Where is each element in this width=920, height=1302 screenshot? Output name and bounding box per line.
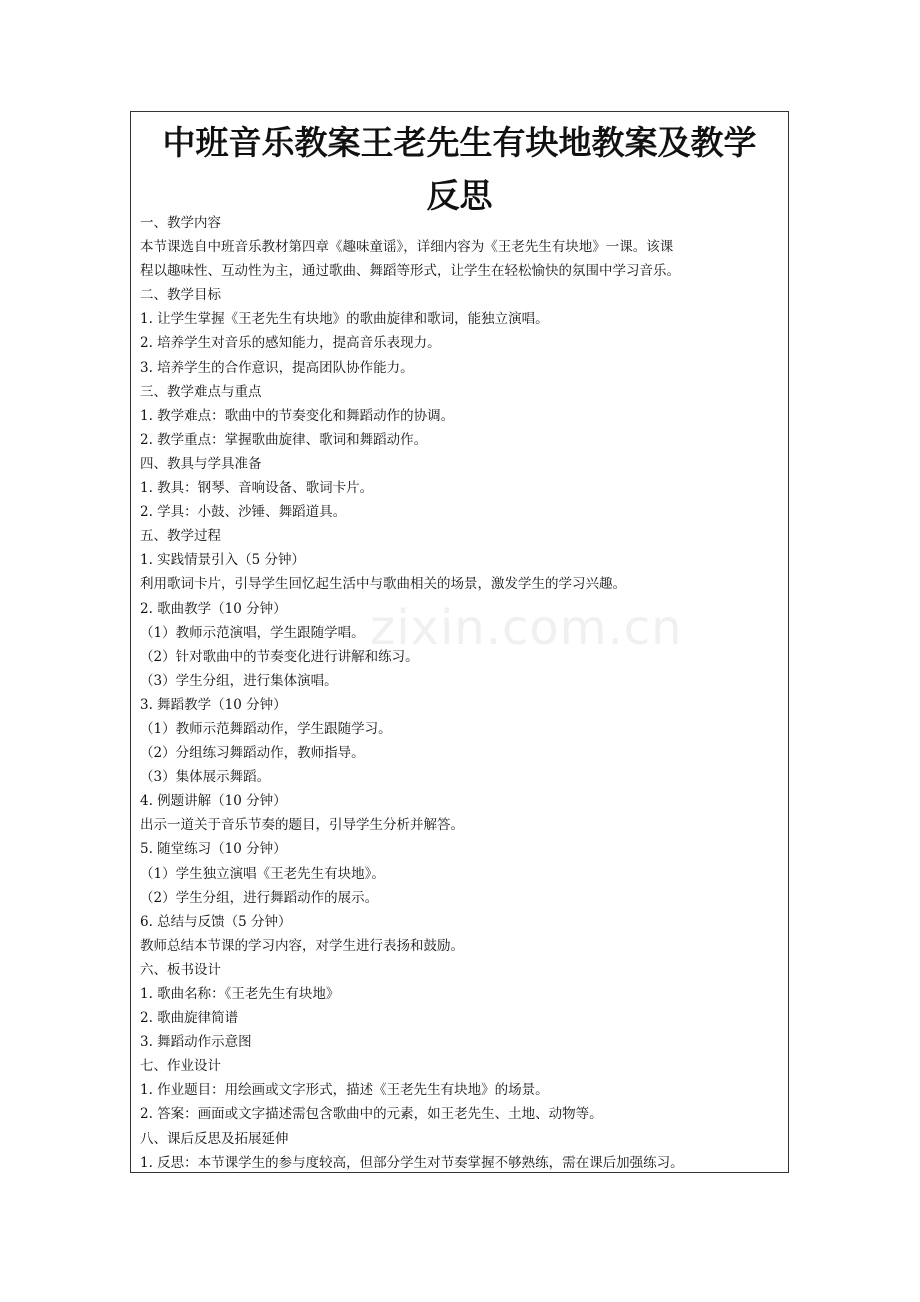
text-line: 六、板书设计 <box>140 961 221 978</box>
text-line: （2）学生分组，进行舞蹈动作的展示。 <box>140 889 379 906</box>
text-line: 2. 歌曲旋律简谱 <box>140 1010 239 1027</box>
text-line: 利用歌词卡片，引导学生回忆起生活中与歌曲相关的场景，激发学生的学习兴趣。 <box>140 576 626 593</box>
text-line: 2. 学具：小鼓、沙锤、舞蹈道具。 <box>140 504 347 521</box>
text-line: 三、教学难点与重点 <box>140 383 262 400</box>
document-title <box>131 116 788 222</box>
text-line: （3）集体展示舞蹈。 <box>140 769 271 786</box>
text-line: 2. 培养学生对音乐的感知能力，提高音乐表现力。 <box>140 335 441 352</box>
text-line: 6. 总结与反馈（5 分钟） <box>140 913 292 930</box>
text-line: 七、作业设计 <box>140 1058 221 1075</box>
text-line: 3. 培养学生的合作意识，提高团队协作能力。 <box>140 359 414 376</box>
text-line: （2）针对歌曲中的节奏变化进行讲解和练习。 <box>140 648 419 665</box>
text-line: 1. 教学难点：歌曲中的节奏变化和舞蹈动作的协调。 <box>140 407 455 424</box>
text-line: （2）分组练习舞蹈动作，教师指导。 <box>140 745 365 762</box>
text-line: 1. 歌曲名称：《王老先生有块地》 <box>140 986 340 1002</box>
text-line: 3. 舞蹈教学（10 分钟） <box>140 696 287 713</box>
document-body <box>140 211 786 1175</box>
text-line: 1. 教具：钢琴、音响设备、歌词卡片。 <box>140 480 374 497</box>
text-line: （1）教师示范舞蹈动作，学生跟随学习。 <box>140 720 392 737</box>
text-line: 教师总结本节课的学习内容，对学生进行表扬和鼓励。 <box>140 937 464 954</box>
text-line: 四、教具与学具准备 <box>140 455 262 472</box>
text-line: 一、教学内容 <box>140 215 221 231</box>
text-line: 八、课后反思及拓展延伸 <box>140 1130 289 1147</box>
text-line: 程以趣味性、互动性为主，通过歌曲、舞蹈等形式，让学生在轻松愉快的氛围中学习音乐。 <box>140 263 680 280</box>
watermark: zixin.com.cn <box>370 600 683 656</box>
text-line: （3）学生分组，进行集体演唱。 <box>140 672 338 689</box>
text-line: 3. 舞蹈动作示意图 <box>140 1034 252 1051</box>
text-line: 1. 让学生掌握《王老先生有块地》的歌曲旋律和歌词，能独立演唱。 <box>140 311 549 328</box>
document-frame <box>130 111 789 1173</box>
text-line: 本节课选自中班音乐教材第四章《趣味童谣》，详细内容为《王老先生有块地》一课。该课 <box>140 239 674 256</box>
text-line: 1. 作业题目：用绘画或文字形式，描述《王老先生有块地》的场景。 <box>140 1082 549 1099</box>
text-line: 5. 随堂练习（10 分钟） <box>140 841 287 858</box>
text-line: 4. 例题讲解（10 分钟） <box>140 793 287 810</box>
text-line: （1）学生独立演唱《王老先生有块地》。 <box>140 865 385 882</box>
title-line-2: 反思 <box>426 176 493 215</box>
text-line: 2. 答案：画面或文字描述需包含歌曲中的元素，如王老先生、土地、动物等。 <box>140 1106 603 1123</box>
text-line: 二、教学目标 <box>140 287 221 304</box>
text-line: 2. 教学重点：掌握歌曲旋律、歌词和舞蹈动作。 <box>140 431 428 448</box>
text-line: 1. 反思：本节课学生的参与度较高，但部分学生对节奏掌握不够熟练，需在课后加强练习。 <box>140 1154 684 1171</box>
text-line: 出示一道关于音乐节奏的题目，引导学生分析并解答。 <box>140 817 464 834</box>
text-line: （1）教师示范演唱，学生跟随学唱。 <box>140 624 365 641</box>
text-line: 五、教学过程 <box>140 528 221 545</box>
text-line: 2. 歌曲教学（10 分钟） <box>140 600 287 617</box>
title-line-1: 中班音乐教案王老先生有块地教案及教学 <box>162 123 757 162</box>
text-line: 1. 实践情景引入（5 分钟） <box>140 552 306 569</box>
